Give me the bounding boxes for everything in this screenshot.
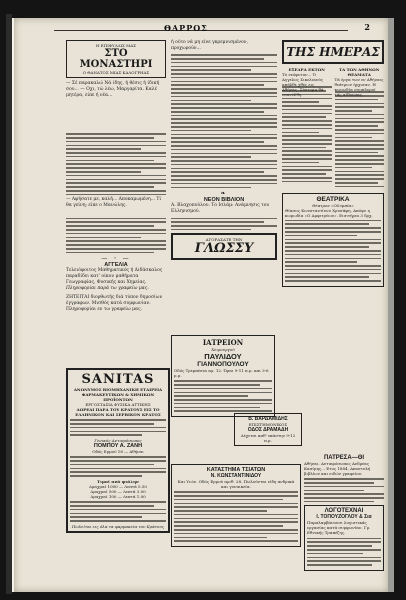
patras-block (304, 455, 384, 574)
sanitas-price-1: Δραχμαί 1000 — Λεπτά 5.50 (89, 483, 147, 489)
theater-heading: ΘΕΑΤΡΙΚΑ (316, 195, 350, 203)
shop-heading: ΚΑΤΑΣΤΗΜΑ ΤΣΙΑΤΩΝ (206, 467, 266, 473)
todays-news-title: ΤΗΣ ΗΜΕΡΑΣ (286, 45, 380, 59)
theater-sub: Θέατρον «Ολυμπία» (312, 202, 354, 208)
text-lines-c (171, 54, 277, 188)
wanted-notice: ΖΗΤΕΙΤΑΙ διορθωτής διά τύπον δημοσίων έγγραφων. Μισθός κατά συμφωνίαν. Πληροφορίαι εν τω γραφείω μας. (66, 295, 163, 313)
lawyer-text: Δέχεται καθ' εκάστην 9-12 π.μ. (240, 433, 296, 443)
lawyer-heading: Β. ΒΑΡΔΑΜΙΔΗΣ (248, 416, 288, 422)
lawyer-office: ΟΔΟΣ ΔΡΑΜΑΔΗ (247, 427, 289, 433)
sanitas-price-3: Δραχμαί 100 — Λεπτά 1.00 (90, 493, 146, 499)
doctor-text: Οδός Τρεμπέσια αρ. 12. Ώραι 9-11 π.μ. και 3-6 μ.μ. (174, 368, 269, 378)
sanitas-agent-address: Οδός Ερμού 18 — Αθήναι (92, 449, 144, 455)
separator-ornament: — ◦ — (101, 255, 131, 263)
accounting-heading: ΛΟΓΟΤΕΧΝΑΙ (324, 508, 364, 515)
glossy-ad (171, 233, 277, 260)
shop-ad (171, 464, 301, 547)
masthead: ΘΑΡΡΟΣ (164, 23, 208, 33)
news-left (282, 67, 332, 190)
shop-name: Ν. ΚΩΝΣΤΑΝΤΙΝΙΔΟΥ (210, 473, 262, 479)
page-header (14, 22, 388, 36)
sanitas-line-3: ΕΡΓΟΣΤΑΣΙΑ ΦΥΣΙΚΑ ΑΤΤΙΚΗΣ (85, 402, 151, 407)
serial-continuation: ή ούτο νά μη είνε γκρεμνισμένον, προχωρούν... (171, 40, 248, 51)
sanitas-line-4: ΔΩΡΕΑΙ ΠΑΡΑ ΤΟΥ ΚΡΑΤΟΥΣ ΕΙΣ ΤΟ (76, 407, 160, 412)
news-right (335, 67, 385, 190)
notice-note: Πληροφορίαι παρά τω γραφείω μας. (66, 286, 149, 292)
text-lines-n (70, 501, 166, 522)
text-lines-i (174, 491, 298, 542)
text-lines-a (66, 133, 166, 195)
text-lines-l (70, 419, 166, 436)
text-lines-d (171, 218, 277, 231)
text-lines-e (282, 86, 332, 182)
lawyer-ad (234, 413, 302, 446)
sanitas-line-2: ΦΑΡΜΑΚΕΥΤΙΚΩΝ & ΧΗΜΙΚΩΝ ΠΡΟΪΟΝΤΩΝ (81, 392, 155, 402)
notice-text: Τελειόφοιτος Μαθηματικός ή Διδάσκαλος παραδίδει κατ' οίκον μαθήματα Γεωγραφίας, Φυσικής και Χημείας. (66, 268, 163, 286)
serial-title: ΣΤΟ ΜΟΝΑΣΤΗΡΙ (79, 48, 153, 70)
sanitas-agent-name: ΠΟΜΠΟΥ Α. ΖΑΝΗ (93, 443, 143, 450)
notice-block (66, 262, 166, 292)
news-right-text: Τά έργα των εν Αθήναις θεάτρων ήρχισαν. Η κωμωδία συμπληροί τάς αίθουσας. (334, 77, 384, 97)
text-lines-j (304, 478, 384, 502)
text-lines-f (335, 91, 385, 187)
theater-section (282, 193, 384, 287)
serial-header (66, 40, 166, 78)
lawyer-sub: ΕΠΙΣΤΗΜΟΝΙΚΟΣ (248, 422, 288, 427)
new-books-heading: ΝΕΟΝ ΒΙΒΛΙΟΝ (203, 197, 245, 204)
text-lines-m (70, 456, 166, 477)
glossy-kicker: ΑΓΟΡΑΣΑΤΕ ΤΗΝ (205, 237, 243, 243)
sanitas-ad (66, 368, 170, 533)
news-columns (282, 67, 384, 190)
separator-ornament-2: ❧ (220, 190, 228, 198)
shop-text: Και Υιών. Οδός Ερμού αριθ. 28. Πωλούνται είδη ανδρικά και γυναικεία. (177, 479, 295, 489)
doctor-name: ΠΑΥΛΙΔΟΥ (204, 352, 242, 361)
doctor-heading: ΙΑΤΡΕΙΟΝ (202, 338, 244, 347)
news-left-heading: ΕΞΕΔΡΑ ΕΚΤΩΝ (288, 67, 325, 72)
new-books-text: Α. Βλαχοπούλου. Το Ισλάμ: Ανάμνησις του Ελληνισμού. (171, 203, 270, 215)
accounting-detail: Παραλαμβάνουσι λογιστικάς εργασίας κατά συμφωνίαν. Γρ. Εθνικής Τραπέζης. (307, 520, 371, 536)
newspaper-page (12, 18, 388, 592)
sanitas-title: SANITAS (81, 372, 155, 387)
column-2 (171, 40, 277, 263)
serial-text-a: — Σέ παρακαλώ Νά ίδης, ή θέσις ή ίδική σου... — Οχι, τώ λέω, Μαργαρίτα. Καλέ μητέρα, είπε ή νέα... (66, 81, 160, 98)
serial-kicker: Η ΕΠΙΦΥΛΛΙΣ ΜΑΣ (96, 43, 136, 48)
accounting-name: Ι. ΤΟΠΟΥΖΟΓΛΟΥ & Σια (316, 514, 372, 521)
serial-subtitle: Ο ΘΑΝΑΤΟΣ ΜΙΑΣ ΚΑΛΟΓΡΗΑΣ (82, 70, 150, 75)
sanitas-footer: Πωλείται εις όλα τα φαρμακεία του Κράτους (71, 523, 165, 529)
sanitas-agent-label: Γενικός Αντιπρόσωπος (94, 438, 142, 444)
doctor-sub: Χειρουργού (211, 347, 235, 352)
text-lines-h (174, 380, 272, 412)
page-number: 2 (364, 22, 370, 32)
column-3 (282, 40, 384, 290)
todays-news-header (282, 40, 384, 64)
sanitas-price-2: Δραχμαί 500 — Λεπτά 3.00 (90, 488, 146, 494)
column-1 (66, 40, 166, 313)
notice-heading: ΑΓΓΕΛΙΑ (104, 262, 128, 269)
sanitas-line-1: ΑΝΩΝΥΜΟΣ ΒΙΟΜΗΧΑΝΙΚΗ ΕΤΑΙΡΕΙΑ (73, 387, 163, 392)
patras-heading: ΠΑΤΡΕΣΑ—ΘΙ (323, 455, 365, 461)
text-lines-k (307, 538, 381, 566)
sanitas-prices-label: Τιμαί ανά φιάλην (97, 478, 139, 484)
news-left-text: Τό νεόφυτον... Ό Αγγελος Σικελιανός απήλθε χθές εις Αθήνας. Σύντομα θά επανέλθη. (282, 72, 324, 97)
accounting-ad (304, 505, 384, 570)
doctor-ad (171, 335, 275, 417)
serial-text-b: — Αφήσατε με, καλή... Αποκαμωμένη... Τί θα γείνη; είπε ο Μανώλης. (66, 197, 162, 209)
patras-text: Αθήναι. Αντιπρόσωπος Ανδρέας Κασίμης... Ετος 1884. Αποστολή βιβλίων και ειδών γραφείου. (304, 461, 371, 476)
text-lines-g (285, 220, 381, 282)
glossy-title: ΓΛΩΣΣΥ (194, 241, 254, 257)
text-lines-b (66, 218, 166, 254)
news-right-heading: ΤΑ ΤΩΝ ΑΘΗΝΩΝ ΘΕΑΜΑΤΑ (339, 67, 380, 77)
sanitas-line-5: ΕΛΛΗΝΙΚΟΝ ΚΑΙ ΣΕΡΒΙΚΟΝ ΚΡΑΤΟΣ (75, 412, 161, 417)
theater-text: Θίασος Κωνσταντίνου Χρυσάφη. Απόψε η κωμωδία «Ο Αμφιτρύων». Εισιτήρια 3 δρχ. (285, 207, 373, 218)
doctor-name-2: ΓΙΑΝΝΟΠΟΥΛΟΥ (197, 361, 249, 368)
